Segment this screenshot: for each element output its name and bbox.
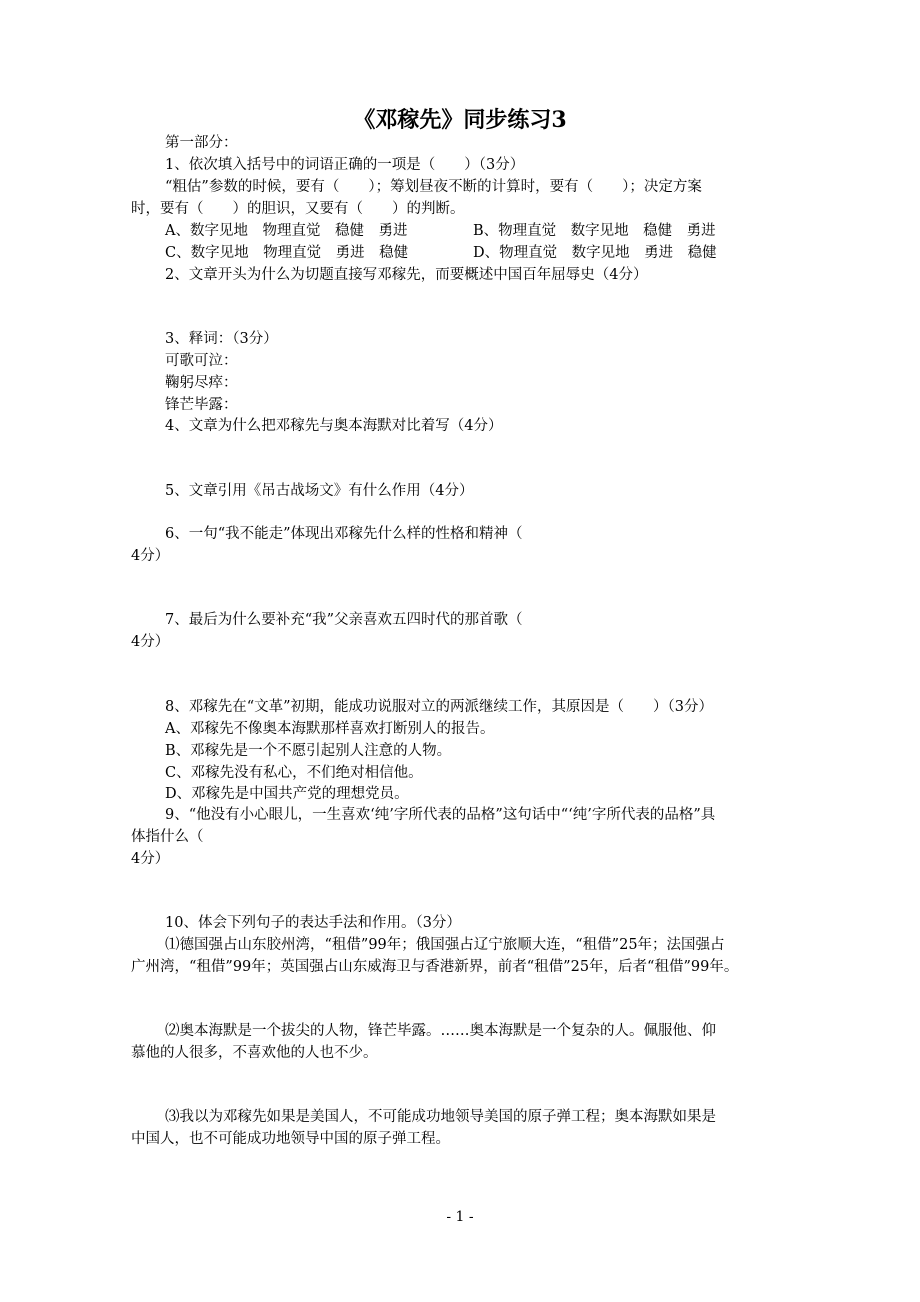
q10-sentence2-line1: ⑵奥本海默是一个拔尖的人物，锋芒毕露。……奥本海默是一个复杂的人。佩服他、仰 — [165, 1023, 716, 1039]
q9-line3: 4分） — [131, 851, 170, 867]
q6-line1: 6、一句“我不能走”体现出邓稼先什么样的性格和精神（ — [165, 526, 523, 542]
q10-sentence1-line1: ⑴德国强占山东胶州湾，“租借”99年；俄国强占辽宁旅顺大连，“租借”25年；法国强占 — [165, 937, 725, 953]
q1-line2: 时，要有（ ）的胆识，又要有（ ）的判断。 — [131, 201, 465, 217]
q10-stem: 10、体会下列句子的表达手法和作用。（3分） — [165, 915, 461, 931]
q1-option-b: B、物理直觉 数字见地 稳健 勇进 — [473, 223, 716, 239]
q3-word-2: 鞠躬尽瘁： — [165, 375, 238, 391]
q10-sentence3-line2: 中国人，也不可能成功地领导中国的原子弹工程。 — [131, 1131, 450, 1147]
q6-line2: 4分） — [131, 548, 170, 564]
q3-word-3: 锋芒毕露： — [165, 397, 238, 413]
q7-line2: 4分） — [131, 634, 170, 650]
part-heading: 第一部分： — [165, 135, 238, 151]
q2-text: 2、文章开头为什么为切题直接写邓稼先，而要概述中国百年屈辱史（4分） — [165, 267, 648, 283]
q8-stem: 8、邓稼先在“文革”初期，能成功说服对立的两派继续工作，其原因是（ ）（3分） — [165, 699, 714, 715]
q8-option-d: D、邓稼先是中国共产党的理想党员。 — [165, 786, 409, 802]
q8-option-c: C、邓稼先没有私心，不们绝对相信他。 — [165, 765, 423, 781]
q1-stem: 1、依次填入括号中的词语正确的一项是（ ）（3分） — [165, 157, 525, 173]
q9-line2: 体指什么（ — [131, 829, 204, 845]
q7-line1: 7、最后为什么要补充“我”父亲喜欢五四时代的那首歌（ — [165, 612, 523, 628]
q1-option-c: C、数字见地 物理直觉 勇进 稳健 — [165, 245, 409, 261]
q9-line1: 9、“他没有小心眼儿，一生喜欢‘纯’字所代表的品格”这句话中“‘纯’字所代表的品格”具 — [165, 807, 716, 823]
q4-text: 4、文章为什么把邓稼先与奥本海默对比着写（4分） — [165, 418, 503, 434]
q1-option-d: D、物理直觉 数字见地 勇进 稳健 — [473, 245, 717, 261]
q10-sentence3-line1: ⑶我以为邓稼先如果是美国人，不可能成功地领导美国的原子弹工程；奥本海默如果是 — [165, 1109, 716, 1125]
q8-option-b: B、邓稼先是一个不愿引起别人注意的人物。 — [165, 743, 452, 759]
q8-option-a: A、邓稼先不像奥本海默那样喜欢打断别人的报告。 — [165, 721, 495, 737]
q10-sentence1-line2: 广州湾，“租借”99年；英国强占山东威海卫与香港新界，前者“租借”25年，后者“租借”99年。 — [131, 959, 739, 975]
q1-line1: “粗估”参数的时候，要有（ ）；筹划昼夜不断的计算时，要有（ ）；决定方案 — [165, 179, 702, 195]
q3-word-1: 可歌可泣： — [165, 353, 238, 369]
page-number: - 1 - — [446, 1209, 474, 1225]
q3-stem: 3、释词：（3分） — [165, 331, 278, 347]
page-title: 《邓稼先》同步练习3 — [353, 107, 567, 133]
q1-option-a: A、数字见地 物理直觉 稳健 勇进 — [165, 223, 408, 239]
q10-sentence2-line2: 慕他的人很多，不喜欢他的人也不少。 — [131, 1045, 378, 1061]
q5-text: 5、文章引用《吊古战场文》有什么作用（4分） — [165, 483, 474, 499]
